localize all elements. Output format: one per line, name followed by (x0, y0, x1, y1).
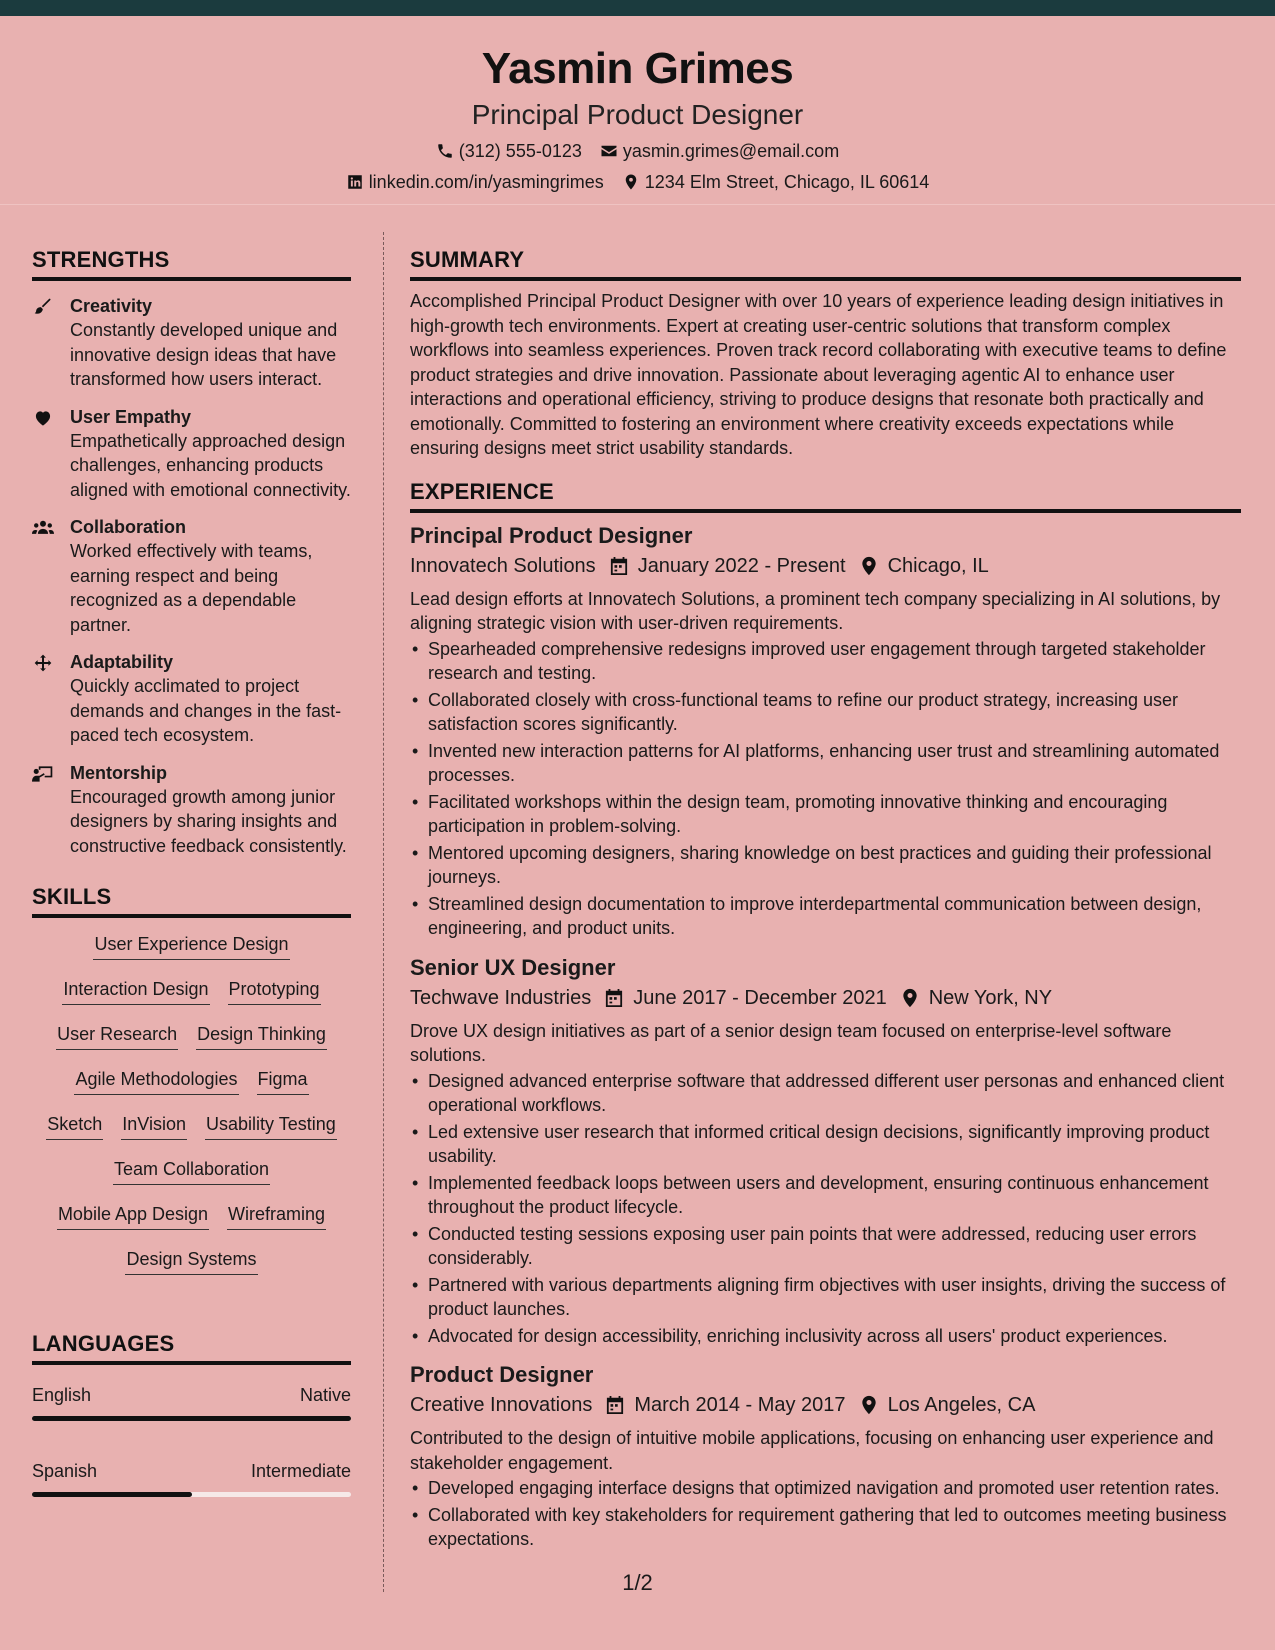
skill-tag: Usability Testing (205, 1112, 337, 1140)
strength-description: Encouraged growth among junior designers by sharing insights and constructive feedback consistently. (70, 786, 347, 856)
job-dates: March 2014 - May 2017 (634, 1394, 846, 1416)
skill-tag: Prototyping (228, 977, 321, 1005)
strength-name: Creativity (70, 296, 153, 316)
job-bullets (410, 1069, 1241, 1349)
job-description: Lead design efforts at Innovatech Solutions, a prominent tech company specializing in AI solutions, by aligning strategic vision with user-driven requirements. (410, 588, 1221, 633)
address-contact (622, 170, 930, 194)
language-level: Native (299, 1385, 351, 1405)
contact-line-1 (0, 139, 1275, 163)
map-pin-icon (901, 988, 919, 1008)
address-text: 1234 Elm Street, Chicago, IL 60614 (644, 172, 930, 192)
phone-icon (436, 142, 454, 160)
job-dates: June 2017 - December 2021 (633, 986, 887, 1009)
language-proficiency-fill (32, 1492, 192, 1497)
envelope-icon (600, 142, 618, 160)
skill-tag: Wireframing (227, 1202, 326, 1230)
job-location: New York, NY (928, 986, 1053, 1009)
job-description: Contributed to the design of intuitive mobile applications, focusing on enhancing user experience and stakeholder engagement. (410, 1428, 1214, 1473)
language-proficiency-bar (32, 1492, 351, 1497)
job-entry (410, 521, 1241, 941)
strength-name: User Empathy (70, 406, 192, 427)
calendar-icon (606, 1395, 624, 1415)
email-text: yasmin.grimes@email.com (622, 141, 840, 161)
strength-description: Worked effectively with teams, earning respect and being recognized as a dependable partner. (70, 541, 313, 635)
list-item: • Developed engaging interface designs that optimized navigation and promoted user retention rates. (410, 1476, 1241, 1501)
languages-heading: LANGUAGES (32, 1330, 351, 1365)
language-item (32, 1459, 351, 1497)
skill-tag: InVision (121, 1112, 187, 1140)
job-meta (410, 1390, 1241, 1420)
job-entry (410, 1360, 1241, 1552)
job-location: Chicago, IL (887, 554, 989, 577)
skill-tag: Design Thinking (196, 1022, 327, 1050)
job-bullets (410, 637, 1241, 941)
list-item: • Led extensive user research that informed critical design decisions, significantly improving product usability. (410, 1120, 1241, 1169)
teacher-icon (32, 764, 54, 784)
skill-tag: Team Collaboration (113, 1157, 270, 1185)
skill-row (93, 928, 289, 973)
skill-tag: User Research (56, 1022, 178, 1050)
experience-heading: EXPERIENCE (410, 478, 1241, 513)
skill-row (125, 1243, 257, 1288)
list-item: • Collaborated closely with cross-functional teams to refine our product strategy, increasing user satisfaction scores significantly. (410, 688, 1241, 737)
job-location: Los Angeles, CA (887, 1394, 1036, 1416)
job-company: Techwave Industries (410, 986, 592, 1009)
strength-item (32, 405, 351, 503)
header-divider (0, 204, 1275, 205)
language-name: English (32, 1385, 92, 1405)
users-icon (32, 518, 54, 538)
language-name: Spanish (32, 1461, 98, 1481)
calendar-icon (605, 988, 623, 1008)
linkedin-icon (346, 173, 364, 191)
job-company: Innovatech Solutions (410, 554, 596, 577)
job-title: Principal Product Designer (410, 522, 693, 548)
skill-row (74, 1063, 308, 1108)
summary-heading: SUMMARY (410, 246, 1241, 281)
list-item: • Invented new interaction patterns for AI platforms, enhancing user trust and streamlining automated processes. (410, 739, 1241, 788)
list-item: • Collaborated with key stakeholders for requirement gathering that led to outcomes meeting business expectations. (410, 1503, 1241, 1552)
job-title: Senior UX Designer (410, 954, 616, 980)
map-pin-icon (622, 173, 640, 191)
linkedin-contact[interactable] (346, 170, 604, 194)
skill-tag: User Experience Design (93, 932, 289, 960)
page-number: 1/2 (622, 1570, 653, 1595)
skill-row (56, 1018, 327, 1063)
skill-tag: Agile Methodologies (74, 1067, 238, 1095)
list-item: • Partnered with various departments aligning firm objectives with user insights, driving the success of product launches. (410, 1273, 1241, 1322)
skill-tag: Interaction Design (62, 977, 209, 1005)
job-meta (410, 983, 1241, 1013)
skill-row (46, 1108, 336, 1153)
language-item (32, 1383, 351, 1421)
column-divider (383, 232, 384, 1592)
list-item: • Implemented feedback loops between users and development, ensuring continuous enhancement throughout the product lifecycle. (410, 1171, 1241, 1220)
summary-text: Accomplished Principal Product Designer with over 10 years of experience leading design initiatives in high-growth tech environments. Expert at creating user-centric solutions that transform complex workflows into seamless experiences. Proven track record collaborating with executive teams to define product strategies and drive innovation. Passionate about leveraging agentic AI to enhance user interactions and operational efficiency, striving to produce designs that resonate both practically and emotionally. Committed to fostering an environment where creativity exceeds expectations while ensuring designs meet strict usability standards. (410, 291, 1227, 458)
arrows-icon (32, 653, 54, 673)
strength-item (32, 650, 351, 748)
strength-item (32, 294, 351, 392)
phone-contact[interactable] (436, 139, 582, 163)
language-proficiency-bar (32, 1416, 351, 1421)
candidate-title: Principal Product Designer (471, 99, 804, 130)
brush-icon (32, 297, 54, 317)
phone-text: (312) 555-0123 (458, 141, 582, 161)
strength-name: Adaptability (70, 652, 174, 672)
strength-name: Mentorship (70, 762, 167, 783)
list-item: • Designed advanced enterprise software that addressed different user personas and enhanced client operational workflows. (410, 1069, 1241, 1118)
skill-row (113, 1153, 270, 1198)
skill-tag: Sketch (46, 1112, 103, 1140)
list-item: • Conducted testing sessions exposing user pain points that were addressed, reducing user errors considerably. (410, 1222, 1241, 1271)
job-meta (410, 551, 1241, 581)
left-column (32, 246, 351, 1497)
job-entry (410, 953, 1241, 1349)
strength-item (32, 515, 351, 637)
contact-line-2 (0, 170, 1275, 194)
top-accent-bar (0, 0, 1275, 16)
skill-tag: Figma (257, 1067, 309, 1095)
heart-icon (32, 408, 54, 428)
skill-row (62, 973, 320, 1018)
linkedin-text: linkedin.com/in/yasmingrimes (368, 172, 604, 192)
strength-description: Constantly developed unique and innovative design ideas that have transformed how users interact. (70, 320, 338, 389)
list-item: • Mentored upcoming designers, sharing knowledge on best practices and guiding their professional journeys. (410, 841, 1241, 890)
job-company: Creative Innovations (410, 1394, 593, 1416)
strength-description: Quickly acclimated to project demands and changes in the fast-paced tech ecosystem. (70, 676, 342, 745)
strength-name: Collaboration (70, 517, 186, 537)
resume-header (0, 16, 1275, 204)
map-pin-icon (860, 556, 878, 576)
map-pin-icon (860, 1395, 878, 1415)
job-title: Product Designer (410, 1362, 594, 1387)
skill-tag: Design Systems (125, 1247, 257, 1275)
strength-description: Empathetically approached design challenges, enhancing products aligned with emotional connectivity. (70, 430, 351, 500)
calendar-icon (610, 556, 628, 576)
right-column (410, 246, 1241, 1554)
job-description: Drove UX design initiatives as part of a senior design team focused on enterprise-level software solutions. (410, 1020, 1172, 1065)
candidate-name: Yasmin Grimes (481, 44, 794, 93)
email-contact[interactable] (600, 139, 839, 163)
list-item: • Spearheaded comprehensive redesigns improved user engagement through targeted stakeholder research and testing. (410, 637, 1241, 686)
skills-heading: SKILLS (32, 883, 351, 918)
skill-tag: Mobile App Design (57, 1202, 209, 1230)
strengths-heading: STRENGTHS (32, 246, 351, 281)
language-proficiency-fill (32, 1416, 351, 1421)
job-bullets (410, 1476, 1241, 1552)
list-item: • Streamlined design documentation to improve interdepartmental communication between design, engineering, and product units. (410, 892, 1241, 941)
skill-row (57, 1198, 326, 1243)
list-item: • Advocated for design accessibility, enriching inclusivity across all users' product experiences. (410, 1324, 1241, 1349)
list-item: • Facilitated workshops within the design team, promoting innovative thinking and encouraging participation in problem-solving. (410, 790, 1241, 839)
language-level: Intermediate (250, 1461, 351, 1481)
skills-list (32, 928, 351, 1288)
job-dates: January 2022 - Present (637, 554, 846, 577)
strength-item (32, 761, 351, 859)
